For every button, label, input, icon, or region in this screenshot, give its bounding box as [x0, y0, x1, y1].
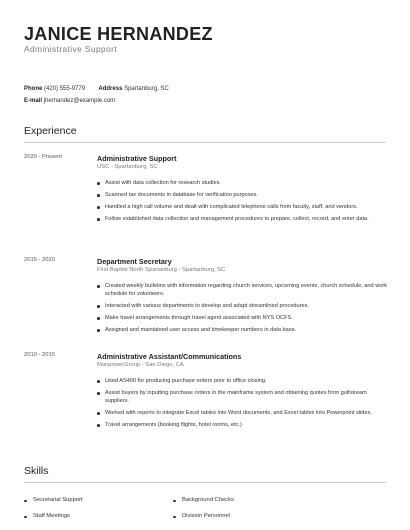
- skill-item: Background Checks: [173, 497, 234, 503]
- job-organization: First Baptist North Spartanburg - Spartanburg, SC: [97, 267, 226, 273]
- job-title: Department Secretary: [97, 257, 172, 266]
- job-dates: 2015 - 2020: [24, 257, 55, 263]
- job-bullet: Assist with data collection for research studies.: [97, 179, 387, 187]
- job-bullet: Travel arrangements (booking flights, hotel rooms, etc.): [97, 421, 387, 429]
- job-organization: ManpowerGroup - San Diego, CA: [97, 362, 184, 368]
- job-dates: 2020 - Present: [24, 154, 63, 160]
- job-bullet-list: [97, 282, 387, 334]
- job-bullet: Worked with reports to integrate Excel tables into Word documents, and Excel tables into Powerpoint slides.: [97, 409, 387, 417]
- job-bullet-list: [97, 179, 387, 223]
- job-dates: 2010 - 2015: [24, 352, 55, 358]
- phone-label: Phone: [24, 86, 43, 92]
- address-value: Spartanburg, SC: [124, 86, 169, 92]
- phone-value: (420) 555-9779: [44, 86, 86, 92]
- experience-divider: [24, 142, 386, 143]
- job-bullet: Used AS400 for producing purchase orders prior to office closing.: [97, 377, 387, 385]
- job-details: [97, 257, 387, 338]
- job-title: Administrative Assistant/Communications: [97, 352, 242, 361]
- job-bullet: Created weekly bulletins with information regarding church services, upcoming events, church schedule, and work schedule for volunteers.: [97, 282, 387, 298]
- candidate-title: Administrative Support: [24, 44, 118, 54]
- job-bullet: Scanned tax documents in database for verification purposes.: [97, 191, 387, 199]
- email-value: jhernandez@example.com: [43, 98, 116, 104]
- skills-heading: Skills: [24, 465, 49, 477]
- contact-row-phone-address: [24, 86, 169, 92]
- job-bullet-list: [97, 377, 387, 429]
- skill-item: Staff Meetings: [24, 513, 70, 519]
- experience-heading: Experience: [24, 125, 77, 137]
- job-bullet: Interacted with various departments to develop and adapt streamlined procedures.: [97, 302, 387, 310]
- candidate-name: JANICE HERNANDEZ: [24, 24, 213, 44]
- job-details: [97, 352, 387, 433]
- skill-item: Secretarial Support: [24, 497, 83, 503]
- skill-item: Division Personnel: [173, 513, 230, 519]
- contact-row-email: [24, 98, 115, 104]
- skills-divider: [24, 482, 386, 483]
- email-label: E-mail: [24, 98, 43, 104]
- job-bullet: Handled a high call volume and dealt with complicated telephone calls from faculty, staff, and vendors.: [97, 203, 387, 211]
- job-bullet: Assist buyers by inputting purchase orders in the mainframe system and obtaining quotes from gulfstream suppliers.: [97, 389, 387, 405]
- job-organization: USC - Spartanburg, SC: [97, 164, 158, 170]
- job-bullet: Assigned and maintained user access and timekeeper numbers in data base.: [97, 326, 387, 334]
- job-title: Administrative Support: [97, 154, 177, 163]
- job-bullet: Follow established data collection and management procedures to prepare, collect, record, and enter data.: [97, 215, 387, 223]
- job-details: [97, 154, 387, 227]
- address-label: Address: [98, 86, 123, 92]
- job-bullet: Make travel arrangements through travel agent associated with NYS OCFS.: [97, 314, 387, 322]
